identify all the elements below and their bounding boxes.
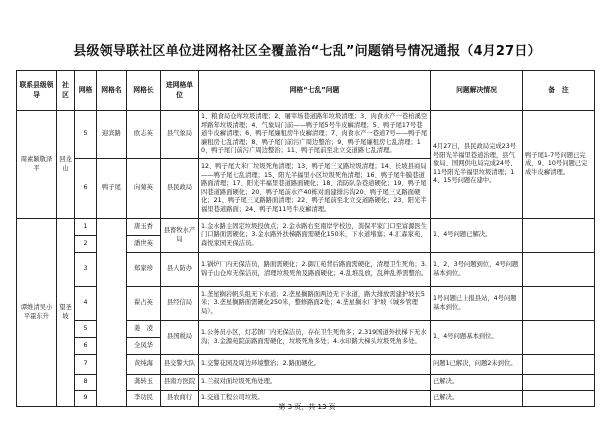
unit-cell: 县农商行 bbox=[161, 391, 199, 407]
solution-cell: 已解决。 bbox=[431, 375, 523, 391]
grid-leader-cell: 李功民 bbox=[127, 391, 161, 407]
remark-cell bbox=[523, 253, 595, 287]
grid-leader-cell: 姜 凌 bbox=[127, 321, 161, 338]
solution-cell: 1号问题已上报县站，4号问题基本到位。 bbox=[431, 287, 523, 321]
problem-cell: 1.金水路主固定垃圾投放点；2.金水路右至南岸学校边，粪保平家门口至富源医生门口路面需硬化；3.金水路外扶梯路面需硬化150米，下水道堵塞；4.汇森家苑、森悦家园无保洁员。 bbox=[199, 219, 431, 253]
community-cell: 望圣坡 bbox=[57, 219, 75, 407]
solution-cell: 问题1已解决，问题2未到位。 bbox=[431, 355, 523, 375]
grid-no-cell: 5 bbox=[75, 321, 97, 338]
header-grid-name: 网格名 bbox=[97, 71, 127, 111]
grid-no-cell: 2 bbox=[75, 236, 97, 253]
remark-cell bbox=[523, 355, 595, 375]
grid-leader-cell: 全凤华 bbox=[127, 338, 161, 355]
unit-cell: 县国税局 bbox=[161, 321, 199, 355]
table-row bbox=[17, 111, 595, 159]
header-community: 社区 bbox=[57, 71, 75, 111]
grid-leader-cell: 唐玉香 bbox=[127, 219, 161, 236]
unit-cell: 县人防办 bbox=[161, 253, 199, 287]
remark-cell: 鸭子尾1-7号问题已完成，9、10号问题已完成牛皮癣清理。 bbox=[523, 111, 595, 219]
problem-cell: 12、鸭子尾大米厂垃圾死角清理；13、鸭子尾三叉路垃圾清理；14、长坡县商局——鸭子尾七乱清理；15、阳光半福里小区垃圾死角清理；16、鸭子尾牛膜巷道路面清理；17、阳光半福里巷道路面硬化；18、消防队杂巷道硬化；19、鸭子尾四巷道路面硬化；20、鸭子尾前水产40栋对面建排污沟20、鸭子尾三叉路面硬化；21、鸭子尾三叉路路面清理；22、鸭子尾前至北立交道路硬化；23、阳光半福里巷道路面；24、鸭子尾11号牛皮癣清理。 bbox=[199, 159, 431, 219]
remark-cell bbox=[523, 219, 595, 253]
grid-no-cell: 1 bbox=[75, 219, 97, 236]
report-table bbox=[16, 70, 595, 407]
header-problem: 网格“七乱”问题 bbox=[199, 71, 431, 111]
table-header-row bbox=[17, 71, 595, 111]
grid-no-cell: 9 bbox=[75, 391, 97, 407]
problem-cell: 1、粮食局仓库垃圾清理；2、屠宰场巷道路年垃圾清理；3、肉食水产一巷柏溪空坪路年垃圾清理；4、气象局门前——鸭子尾5号牛皮癣清理；5、鸭子尾17号巷道牛皮癣清理；6、鸭子尾廉租房牛皮癣清理；7、肉食水产一巷道7号——鸭子尾廉租房七乱清理；8、鸭子尾门前污广周边整治；9、鸭子尾廉租房七乱清理；10、鸭子尾门前污广周边整治；11、鸭子尾前至北立交道路七乱清理。 bbox=[199, 111, 431, 159]
grid-leader-cell: 郑家珍 bbox=[127, 253, 161, 287]
header-unit: 进网格单位 bbox=[161, 71, 199, 111]
grid-no-cell: 5 bbox=[75, 111, 97, 159]
grid-leader-cell: 翟占英 bbox=[127, 287, 161, 321]
grid-no-cell: 8 bbox=[75, 375, 97, 391]
unit-cell: 县南方医院 bbox=[161, 375, 199, 391]
grid-leader-cell: 龚转玉 bbox=[127, 375, 161, 391]
remark-cell bbox=[523, 321, 595, 355]
problem-cell: 1.交通工程公司垃圾。 bbox=[199, 391, 431, 407]
unit-cell: 县交警大队 bbox=[161, 355, 199, 375]
solution-cell: 4月27日，县民政局完成23号号阳光半福里巷道治理，县气象局、国网供电局完成24号、11号阳光半福里垃圾清理；14、15号问题在建中。 bbox=[431, 111, 523, 219]
problem-cell: 1.锅炉厂内无保洁员，路面需硬化；2.御江苑背后路面需硬化，清理卫生死角；3.锦子山仓库无保洁员，清理垃圾死角及路面硬化；4.乱堆乱放，乱种乱养需整治。 bbox=[199, 253, 431, 287]
problem-cell: 1.交警花园及周边环境整治；2.路面硬化。 bbox=[199, 355, 431, 375]
solution-cell: 1、4号问题已解决。 bbox=[431, 219, 523, 253]
unit-cell: 县气象局 bbox=[161, 111, 199, 159]
grid-name-cell: 迎宾路 bbox=[97, 111, 127, 159]
community-cell: 回龙山 bbox=[57, 111, 75, 219]
unit-cell: 县民政局 bbox=[161, 159, 199, 219]
problem-cell: 1.公务员小区，灯芯镇厂内无保洁员，存在卫生死角多；2.319国道外扶梯下无水沟；3.金源苑院前路面需硬化，垃圾死角多处；4.水印路大梯头垃圾死角多处。 bbox=[199, 321, 431, 355]
grid-no-cell: 7 bbox=[75, 355, 97, 375]
page-footer: 第 3 页，共 13 页 bbox=[278, 403, 336, 411]
table-row bbox=[17, 219, 595, 236]
header-remark: 备 注 bbox=[523, 71, 595, 111]
header-grid-no: 网格 bbox=[75, 71, 97, 111]
document-title: 县级领导联社区单位进网格社区全覆盖治“七乱”问题销号情况通报（4月27日） bbox=[73, 44, 541, 59]
problem-cell: 1.兰叔对面垃圾死角处理。 bbox=[199, 375, 431, 391]
unit-cell: 县畜牧水产局 bbox=[161, 219, 199, 253]
leader-cell: 谭维清吴小平霍东升 bbox=[17, 219, 57, 407]
remark-cell bbox=[523, 287, 595, 321]
grid-leader-cell: 向菊英 bbox=[127, 159, 161, 219]
solution-cell: 1、2、3号问题到位，4号问题基本到位。 bbox=[431, 253, 523, 287]
solution-cell: 已解决。 bbox=[431, 391, 523, 407]
problem-cell: 1.垄星搁岩帆头组无下水道；2.垄星搁路面两边无下水道，路大排放需建护坡长5米；3.垄星搁路面需硬化250米，整修路面2处；4.垄星搁水厂护坡（城乡管理局）。 bbox=[199, 287, 431, 321]
solution-cell: 1、4号问题基本到位。 bbox=[431, 321, 523, 355]
grid-leader-cell: 潘世英 bbox=[127, 236, 161, 253]
grid-no-cell: 6 bbox=[75, 159, 97, 219]
leader-cell: 周素颖敬泽平 bbox=[17, 111, 57, 219]
remark-cell bbox=[523, 375, 595, 391]
unit-cell: 县经信局 bbox=[161, 287, 199, 321]
header-leader: 联系县级领导 bbox=[17, 71, 57, 111]
header-grid-leader: 网格长 bbox=[127, 71, 161, 111]
grid-name-cell: 鸭子尾 bbox=[97, 159, 127, 219]
grid-name-cell bbox=[97, 219, 127, 407]
grid-leader-cell: 黄纯海 bbox=[127, 355, 161, 375]
grid-no-cell: 3 bbox=[75, 253, 97, 287]
grid-no-cell: 4 bbox=[75, 287, 97, 321]
grid-leader-cell: 欧志英 bbox=[127, 111, 161, 159]
header-solution: 问题解决情况 bbox=[431, 71, 523, 111]
grid-no-cell: 6 bbox=[75, 338, 97, 355]
